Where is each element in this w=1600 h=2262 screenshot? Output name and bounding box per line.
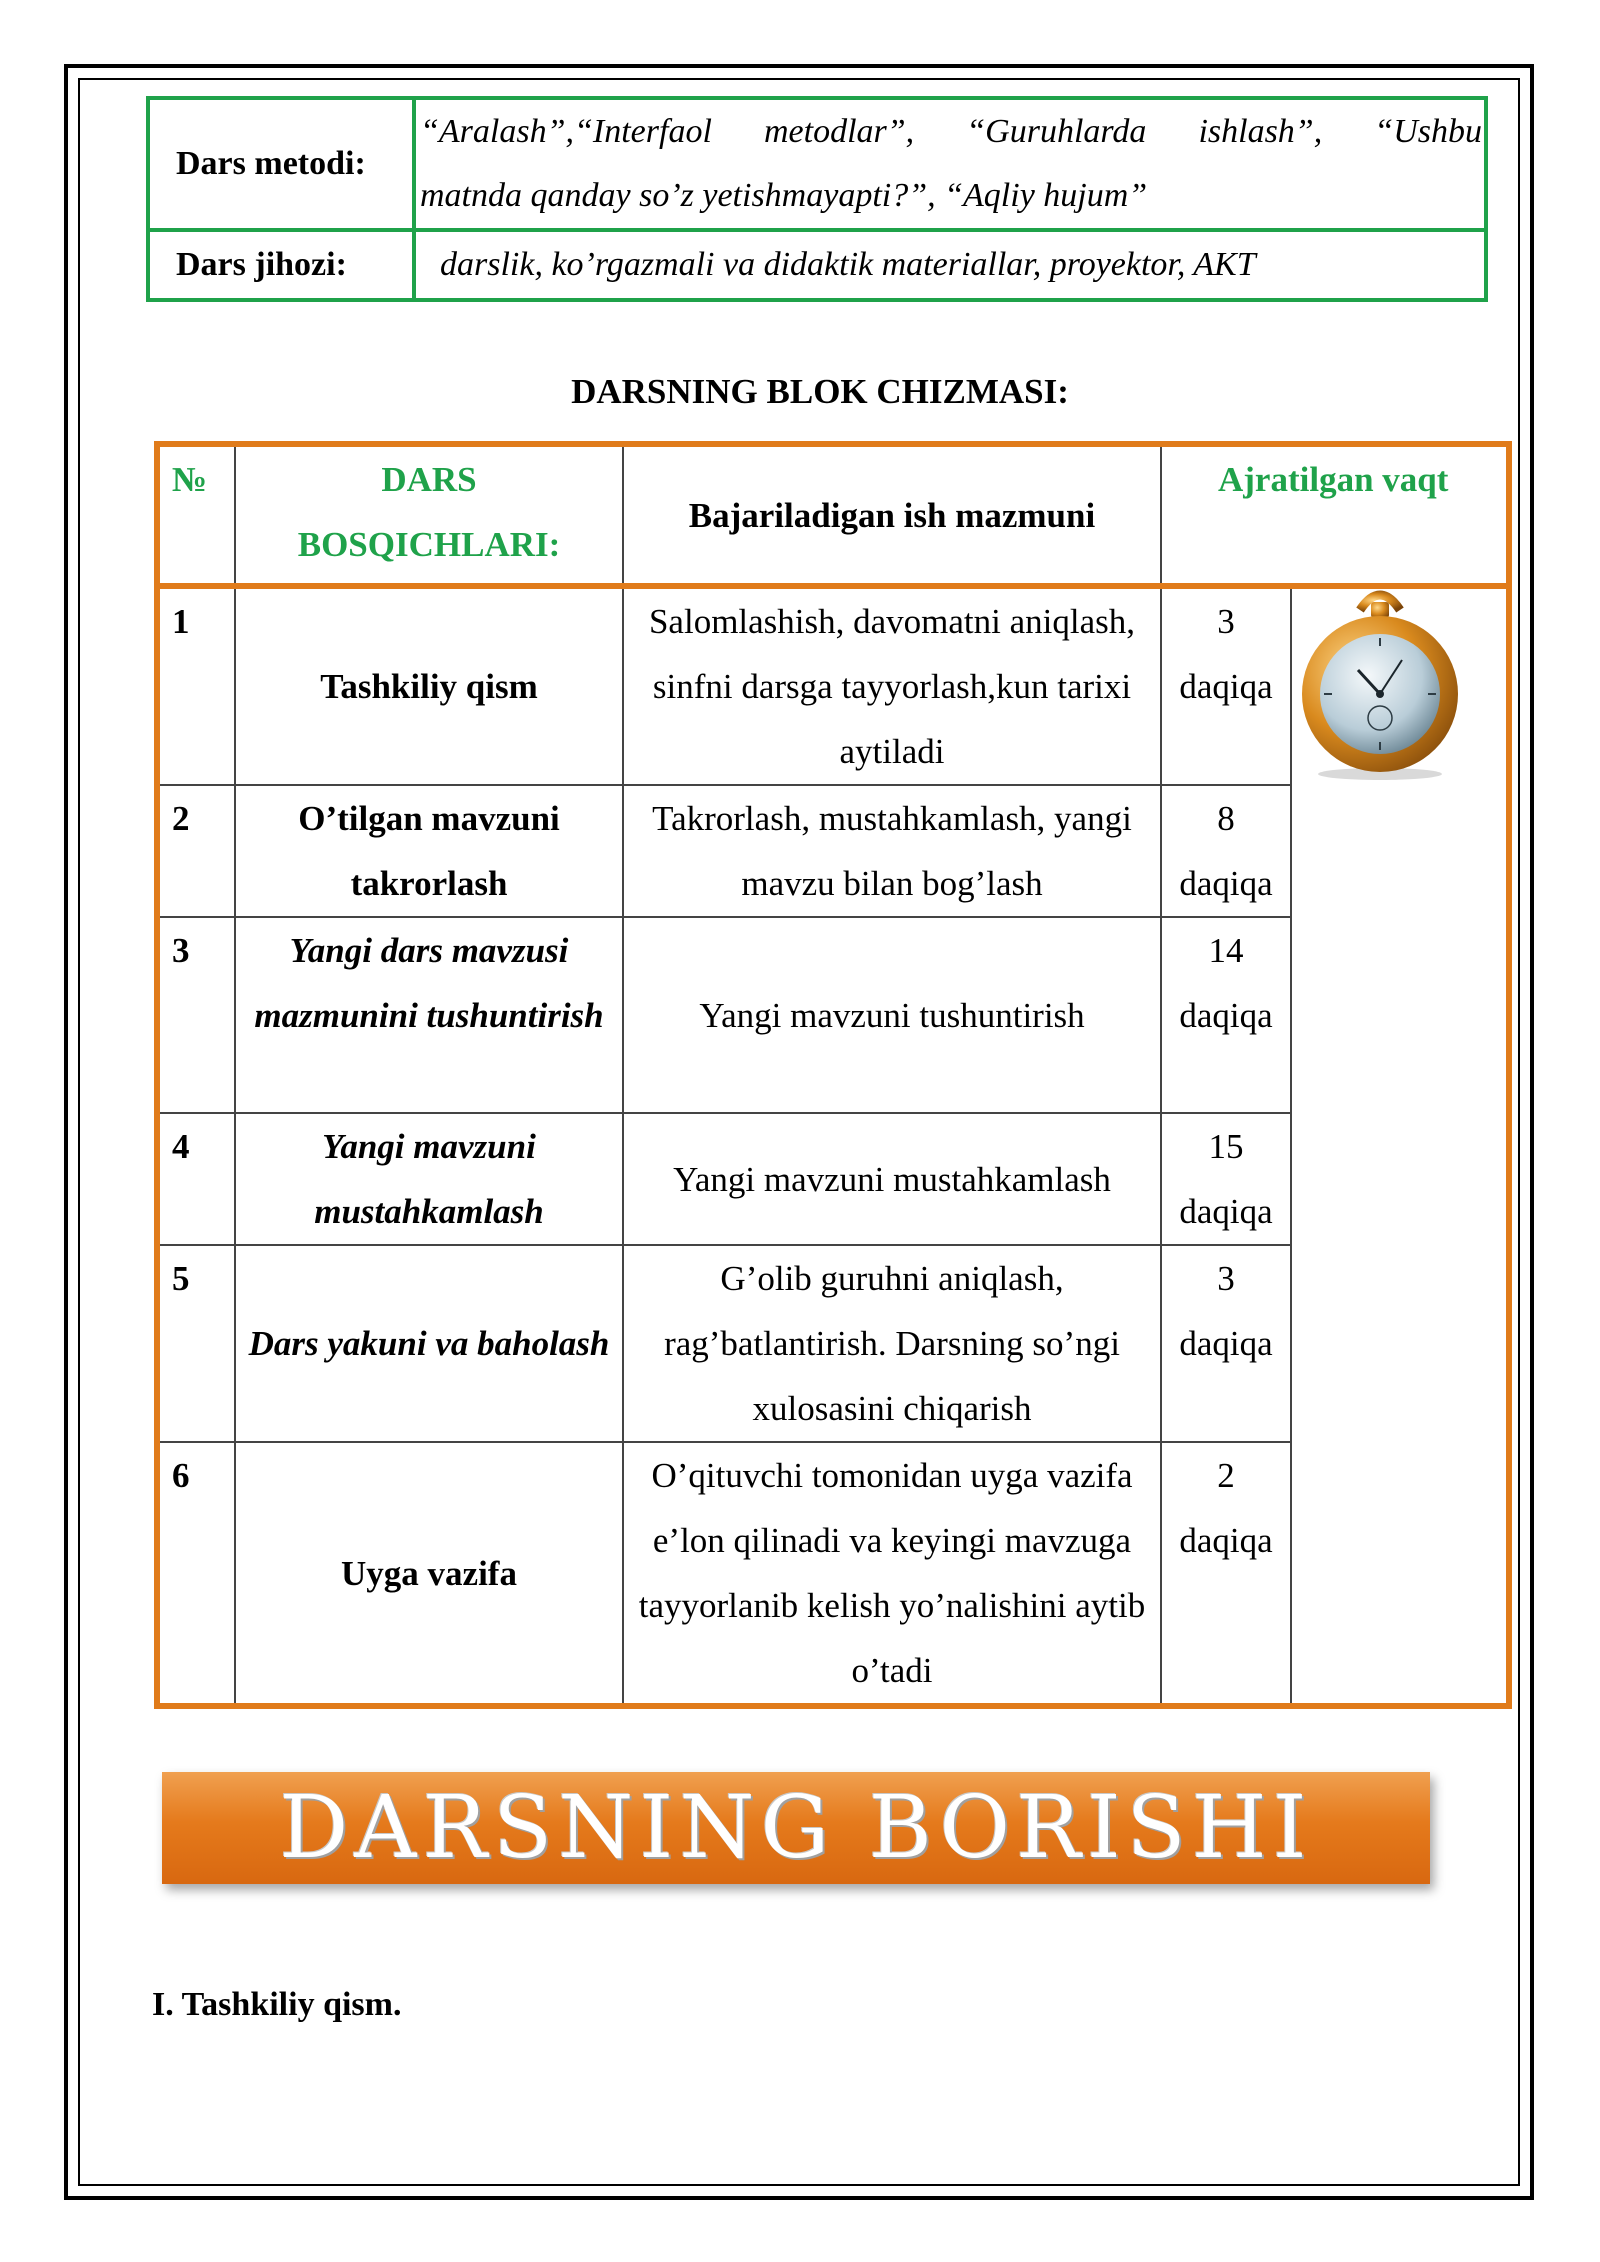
equipment-value: darslik, ko’rgazmali va didaktik materiallar, proyektor, AKT <box>414 230 1486 300</box>
banner-text: DARSNING BORISHI <box>279 1778 1313 1878</box>
method-label: Dars metodi: <box>148 98 414 230</box>
row-time <box>1161 1113 1291 1245</box>
row-stage: Yangi mavzuni mustahkamlash <box>235 1113 623 1245</box>
row-content: Salomlashish, davomatni aniqlash, sinfni darsga tayyorlash,kun tarixi aytiladi <box>623 586 1161 785</box>
row-content: G’olib guruhni aniqlash, rag’batlantirish. Darsning so’ngi xulosasini chiqarish <box>623 1245 1161 1442</box>
row-stage: Yangi dars mavzusi mazmunini tushuntirish <box>235 917 623 1113</box>
equipment-label: Dars jihozi: <box>148 230 414 300</box>
row-stage: Tashkiliy qism <box>235 586 623 785</box>
row-content: O’qituvchi tomonidan uyga vazifa e’lon qilinadi va keyingi mavzuga tayyorlanib kelish yo’nalishini aytib o’tadi <box>623 1442 1161 1706</box>
row-time <box>1161 917 1291 1113</box>
section-heading: I. Tashkiliy qism. <box>152 1986 402 2023</box>
method-line-1: “Aralash”,“Interfaol metodlar”, “Guruhlarda ishlash”, “Ushbu <box>420 113 1482 150</box>
row-time <box>1161 1245 1291 1442</box>
method-line-2: matnda qanday so’z yetishmayapti?”, “Aqliy hujum” <box>420 177 1148 214</box>
row-time <box>1161 586 1291 785</box>
stopwatch-icon <box>1290 582 1470 782</box>
row-time-value: 8 <box>1217 799 1235 838</box>
row-time-value: 15 <box>1208 1127 1244 1166</box>
lesson-info-table <box>146 96 1488 302</box>
header-content: Bajariladigan ish mazmuni <box>623 444 1161 586</box>
row-time-value: 3 <box>1217 602 1235 641</box>
row-num: 1 <box>157 586 235 785</box>
header-stages-line1: DARS <box>381 460 477 499</box>
table-header-row <box>157 444 1509 586</box>
row-stage: Uyga vazifa <box>235 1442 623 1706</box>
row-time-unit: daqiqa <box>1179 667 1273 706</box>
row-time-unit: daqiqa <box>1179 1192 1273 1231</box>
row-time-value: 2 <box>1217 1456 1235 1495</box>
row-time <box>1161 785 1291 917</box>
row-time-value: 14 <box>1208 931 1244 970</box>
header-num: № <box>157 444 235 586</box>
lesson-progress-banner <box>162 1772 1430 1884</box>
row-num: 2 <box>157 785 235 917</box>
header-time: Ajratilgan vaqt <box>1161 444 1509 586</box>
row-time-unit: daqiqa <box>1179 1521 1273 1560</box>
row-stage: O’tilgan mavzuni takrorlash <box>235 785 623 917</box>
row-time-value: 3 <box>1217 1259 1235 1298</box>
row-num: 3 <box>157 917 235 1113</box>
row-time <box>1161 1442 1291 1706</box>
row-content: Yangi mavzuni tushuntirish <box>623 917 1161 1113</box>
row-time-unit: daqiqa <box>1179 864 1273 903</box>
row-content: Yangi mavzuni mustahkamlash <box>623 1113 1161 1245</box>
row-content: Takrorlash, mustahkamlash, yangi mavzu bilan bog’lash <box>623 785 1161 917</box>
method-value <box>414 98 1486 230</box>
row-time-unit: daqiqa <box>1179 1324 1273 1363</box>
row-stage: Dars yakuni va baholash <box>235 1245 623 1442</box>
row-num: 5 <box>157 1245 235 1442</box>
header-stages <box>235 444 623 586</box>
row-num: 6 <box>157 1442 235 1706</box>
row-time-unit: daqiqa <box>1179 996 1273 1035</box>
header-stages-line2: BOSQICHLARI: <box>297 525 561 564</box>
row-num: 4 <box>157 1113 235 1245</box>
block-diagram-title: DARSNING BLOK CHIZMASI: <box>571 372 1069 411</box>
